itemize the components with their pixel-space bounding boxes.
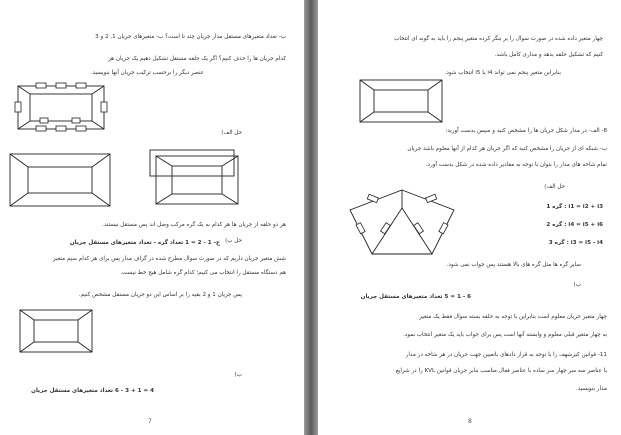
text-line: پس جریان 1 و 2 بقیه را بر اساس این دو جریان مستقل مشخص کنیم. — [78, 292, 242, 298]
text-line: ب) — [573, 282, 581, 288]
page-number: 7 — [148, 418, 152, 425]
text-line: هر دو حلقه از جریان ها هر کدام به یک گره مرکب وصل اند پس مستقل نیستند. — [102, 222, 286, 228]
text-line: عنصر دیگر را برحسب ترکیب جریان آنها بنویسید. — [90, 70, 204, 76]
left-page — [0, 0, 304, 435]
text-line: ج- 1 - 2 = 1 تعداد گره - تعداد متغیرهای مستقل جریان — [69, 240, 220, 246]
text-line: ب) — [234, 372, 242, 378]
text-line: چهار متغیر داده شده در صورت سوال را بر بنگر کرده متغیر پنجم را باید به گونه ای انتخاب — [394, 36, 603, 42]
text-line: هم دستگاه مستقل را انتخاب می کنیم؛ کدام گره شامل هیچ خط نیست. — [120, 270, 286, 276]
text-line: به چهار متغیر قبلی معلوم و وابسته آنها است پس برای جواب باید یک متغیر انتخاب نمود. — [403, 332, 607, 338]
right-page — [318, 0, 621, 435]
text-line: کنیم که تشکیل حلقه بدهد و مداری کامل باشد. — [494, 52, 603, 58]
text-line: 8- الف- در مدار شکل جریان ها را مشخص کنید و سپس بدست آورید: — [445, 128, 607, 134]
text-line: تمام شاخه های مدار را بتوان با توجه به مقادیر داده شده در شکل بدست آورد. — [425, 162, 607, 168]
circuit-diagram-d — [358, 78, 458, 126]
text-line: ب- تعداد متغیرهای مستقل مدار جریان چند تا است؟ ب- متغیرهای جریان 1, 2 و 3 — [95, 34, 286, 40]
text-line: i3 = i5 - i4 : گره 3 — [548, 240, 603, 246]
circuit-diagram-a — [8, 150, 118, 210]
text-line: چهار متغیر جریان معلوم است بنابراین با توجه به حلقه بسته سوال فقط یک متغیر — [419, 314, 607, 320]
text-line: i4 = i5 + i6 : گره 2 — [546, 222, 603, 228]
text-line: شش متغیر جریان داریم که در صورت سوال مطرح شده در گراف مدار پس برای هر کدام سیم متغیر — [52, 256, 286, 262]
text-line: حل الف) — [221, 130, 242, 136]
text-line: سایر گره ها مثل گره های بالا هستند پس جواب نمی شود. — [446, 262, 581, 268]
circuit-diagram-b — [148, 148, 248, 210]
text-line: کدام جریان ها را حذف کنیم؟ اگر یک حلقه مستقل تشکیل دهیم یک جریان هر — [108, 56, 286, 62]
text-line: مدار بنویسید. — [575, 386, 607, 392]
resistor-network-diagram — [10, 80, 110, 135]
circuit-diagram-c — [18, 306, 98, 356]
text-line: با عناصر سه سر چهار سر ساده با عناصر فعال مناسب بنابر جریان قوانین KVL را در شرایع — [395, 368, 607, 374]
pentagon-resistor-network — [342, 186, 462, 261]
page-gutter — [304, 0, 318, 435]
text-line: حل ب) — [225, 238, 242, 244]
page-number: 8 — [468, 418, 472, 425]
text-line: 4 = 1 + 3 - 6 تعداد متغیرهای مستقل جریان — [31, 388, 154, 394]
text-line: حل الف) — [544, 184, 565, 190]
text-line: بنابراین متغیر پنجم نمی تواند i4 یا i5 انتخاب شود. — [444, 70, 561, 76]
text-line: 6 - 1 = 5 تعداد متغیرهای مستقل جریان — [360, 294, 471, 300]
text-line: i1 = i2 + i3 : گره 1 — [546, 204, 603, 210]
text-line: ب- شبکه ای از جریان را مشخص کنید که اگر جریان هر کدام از آنها معلوم باشد جریان — [407, 146, 607, 152]
text-line: 11- قوانین کیرشهف را با توجه به قرار دادهای باتعیین جهت جریان در هر شاخه در مدار — [405, 352, 607, 358]
